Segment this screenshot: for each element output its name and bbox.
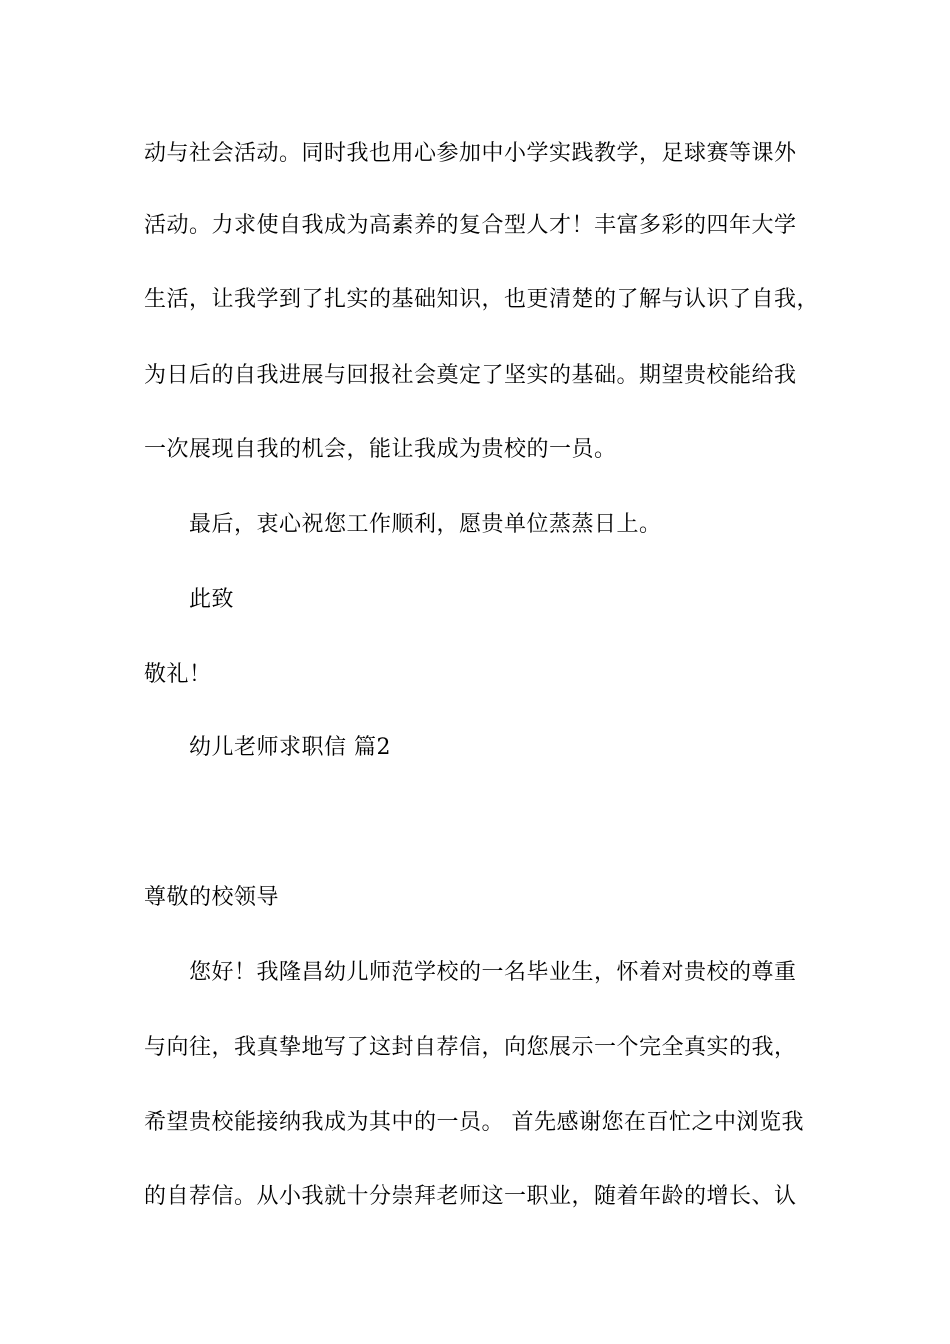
paragraph-line: 与向往，我真挚地写了这封自荐信，向您展示一个完全真实的我， <box>144 1035 797 1060</box>
paragraph-line: 一次展现自我的机会，能让我成为贵校的一员。 <box>144 437 617 462</box>
paragraph-line: 活动。力求使自我成为高素养的复合型人才！丰富多彩的四年大学 <box>144 213 797 238</box>
paragraph-line: 为日后的自我进展与回报社会奠定了坚实的基础。期望贵校能给我 <box>144 363 797 388</box>
closing-wish-line: 最后，衷心祝您工作顺利，愿贵单位蒸蒸日上。 <box>189 512 662 537</box>
paragraph-line: 希望贵校能接纳我成为其中的一员。 首先感谢您在百忙之中浏览我 <box>144 1110 804 1135</box>
paragraph-line: 您好！我隆昌幼儿师范学校的一名毕业生，怀着对贵校的尊重 <box>189 960 797 985</box>
letter-greeting: 尊敬的校领导 <box>144 885 280 910</box>
salutation-closing: 敬礼！ <box>144 662 212 687</box>
salutation-line: 此致 <box>189 587 235 612</box>
paragraph-line: 动与社会活动。同时我也用心参加中小学实践教学，足球赛等课外 <box>144 141 797 166</box>
section-heading: 幼儿老师求职信 篇2 <box>189 735 391 760</box>
paragraph-line: 生活，让我学到了扎实的基础知识，也更清楚的了解与认识了自我， <box>144 287 820 312</box>
paragraph-line: 的自荐信。从小我就十分崇拜老师这一职业，随着年龄的增长、认 <box>144 1184 797 1209</box>
